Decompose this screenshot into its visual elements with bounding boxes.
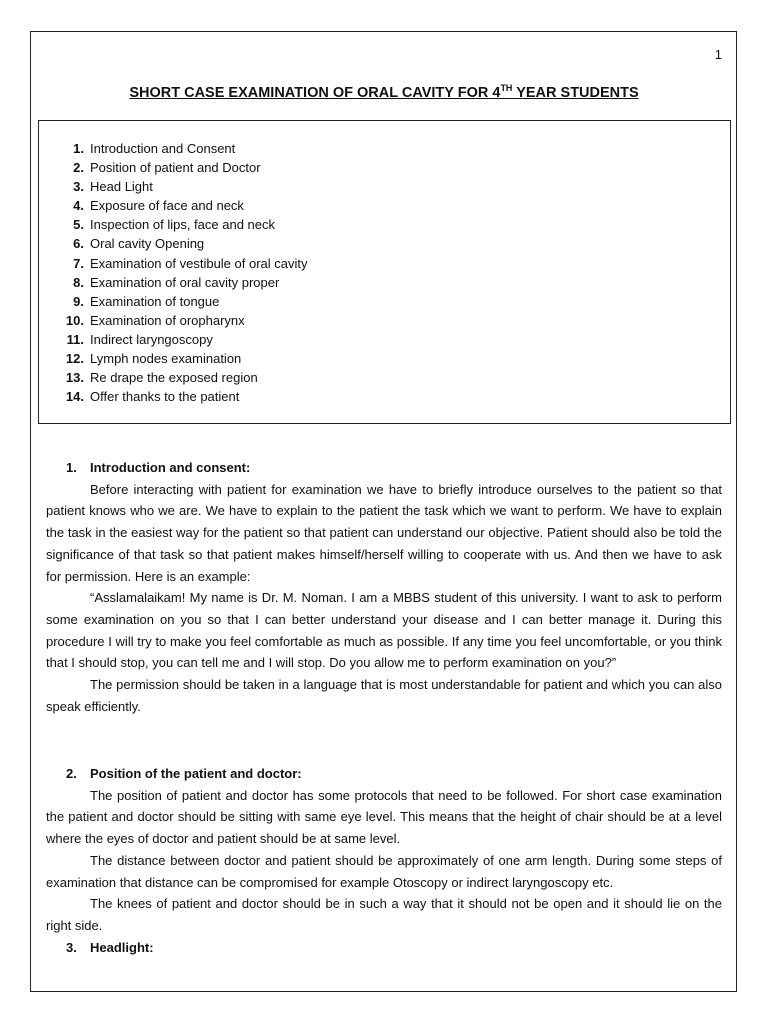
list-item: 8. Examination of oral cavity proper	[73, 274, 280, 290]
paragraph: Before interacting with patient for examination we have to briefly introduce ourselves to the patient so that patient knows who we are. We have to explain to the patient the task which we want to perform. We have to explain the task in the easiest way for the patient so that patient can understand our objective. Patient should also be told the significance of that task so that patient makes himself/herself willing to cooperate with us. And then we have to ask for permission. Here is an example:	[46, 481, 722, 584]
list-item: 6. Oral cavity Opening	[73, 236, 205, 252]
contents-list	[52, 139, 308, 406]
paragraph-example-quote: “Asslamalaikam! My name is Dr. M. Noman. I am a MBBS student of this university. I want to ask to perform some examination on you so that I can better understand your disease and I can better manage it. During this procedure I will try to make you feel comfortable as much as possible. If any time you feel uncomfortable, or you think that I should stop, you can tell me and I will stop. Do you allow me to perform examination on you?”	[46, 590, 722, 671]
list-item: 5. Inspection of lips, face and neck	[73, 217, 276, 233]
list-item: 7. Examination of vestibule of oral cavity	[73, 255, 308, 271]
list-item: 1. Introduction and Consent	[73, 141, 236, 156]
section-introduction	[46, 457, 722, 717]
document-title	[0, 83, 768, 101]
section-heading: 2. Position of the patient and doctor:	[66, 766, 302, 781]
list-item: 12. Lymph nodes examination	[65, 351, 242, 367]
list-item: 10. Examination of oropharynx	[65, 312, 245, 328]
section-heading: 1. Introduction and consent:	[66, 460, 251, 475]
list-item: 14. Offer thanks to the patient	[65, 389, 240, 405]
list-item: 2. Position of patient and Doctor	[73, 160, 261, 176]
paragraph: The knees of patient and doctor should be in such a way that it should not be open and it should lie on the right side.	[46, 896, 722, 933]
title-main: SHORT CASE EXAMINATION OF ORAL CAVITY FOR 4	[129, 85, 501, 101]
title-tail: YEAR STUDENTS	[512, 85, 639, 101]
page-number: 1	[714, 47, 722, 62]
section-position	[46, 763, 722, 958]
list-item: 3. Head Light	[73, 179, 153, 195]
paragraph: The position of patient and doctor has some protocols that need to be followed. For short case examination the patient and doctor should be sitting with same eye level. This means that the height of chair should be at a level where the eyes of doctor and patient should be at same level.	[46, 787, 722, 847]
paragraph: The permission should be taken in a language that is most understandable for patient and which you can also speak efficiently.	[46, 677, 722, 714]
list-item: 4. Exposure of face and neck	[73, 198, 244, 214]
list-item: 9. Examination of tongue	[73, 293, 220, 309]
paragraph: The distance between doctor and patient should be approximately of one arm length. During some steps of examination that distance can be compromised for example Otoscopy or indirect laryngoscopy etc.	[46, 852, 722, 890]
list-item: 13. Re drape the exposed region	[65, 370, 258, 386]
list-item: 11. Indirect laryngoscopy	[66, 331, 213, 347]
title-superscript: TH	[500, 83, 513, 93]
section-heading-headlight: 3. Headlight:	[66, 939, 154, 955]
